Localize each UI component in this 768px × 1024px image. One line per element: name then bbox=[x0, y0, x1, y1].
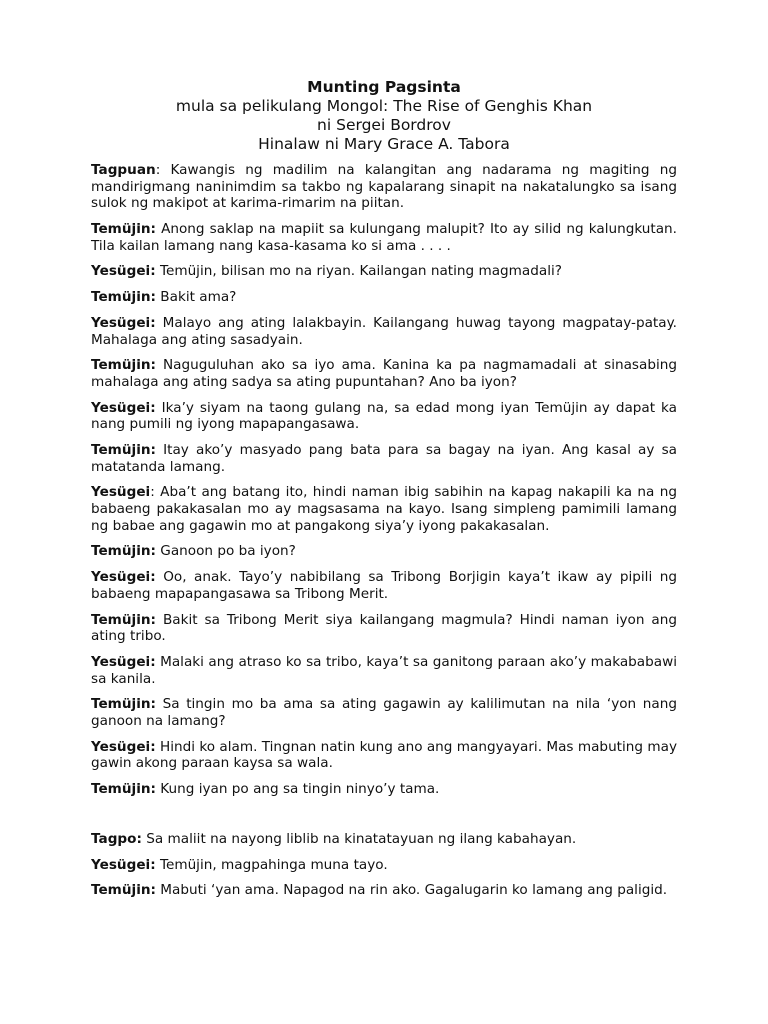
dialogue-paragraph bbox=[91, 162, 677, 212]
speaker-label: Tagpo: bbox=[91, 830, 142, 847]
speaker-label: Tagpuan bbox=[91, 162, 156, 178]
document-author: ni Sergei Bordrov bbox=[317, 116, 451, 134]
speaker-label: Temüjin: bbox=[91, 882, 156, 899]
dialogue-paragraph bbox=[91, 831, 677, 848]
speaker-label: Yesügei: bbox=[91, 314, 156, 331]
speaker-label: Temüjin: bbox=[91, 289, 156, 306]
document-title: Munting Pagsinta bbox=[307, 78, 461, 96]
speaker-label: Yesügei: bbox=[91, 738, 156, 755]
dialogue-text: Hindi ko alam. Tingnan natin kung ano ang mangyayari. Mas mabuting may gawin akong paraan kaysa sa wala. bbox=[91, 738, 677, 772]
dialogue-paragraph bbox=[91, 442, 677, 475]
speaker-separator: : bbox=[150, 484, 161, 501]
speaker-label: Temüjin: bbox=[91, 611, 156, 628]
speaker-separator bbox=[156, 315, 163, 331]
speaker-label: Yesügei: bbox=[91, 399, 156, 416]
document-subtitle: mula sa pelikulang Mongol: The Rise of Genghis Khan bbox=[175, 97, 593, 115]
dialogue-paragraph bbox=[91, 781, 677, 798]
dialogue-text: Sa tingin mo ba ama sa ating gagawin ay kalilimutan na nila ‘yon nang ganoon na lamang? bbox=[91, 696, 677, 729]
speaker-label: Temüjin: bbox=[91, 357, 156, 374]
dialogue-text: Aba’t ang batang ito, hindi naman ibig sabihin na kapag nakapili ka na ng babaeng pakakasalan mo ay magsasama na kayo. Isang simpleng pamimili lamang ng babae ang gagawin mo at pangakong siya’y iyong pakakasalan. bbox=[91, 484, 677, 534]
speaker-separator bbox=[156, 357, 163, 373]
dialogue-text: Mabuti ‘yan ama. Napagod na rin ako. Gagalugarin ko lamang ang paligid. bbox=[160, 882, 668, 899]
document-adapter: Hinalaw ni Mary Grace A. Tabora bbox=[258, 135, 510, 153]
speaker-label: Yesügei bbox=[91, 484, 151, 501]
speaker-label: Temüjin: bbox=[91, 442, 156, 459]
dialogue-paragraph bbox=[91, 882, 677, 899]
dialogue-text: Bakit sa Tribong Merit siya kailangang magmula? Hindi naman iyon ang ating tribo. bbox=[91, 611, 677, 645]
dialogue-paragraph bbox=[91, 612, 677, 645]
speaker-separator bbox=[156, 696, 163, 712]
speaker-label: Temüjin: bbox=[91, 220, 156, 237]
dialogue-paragraph bbox=[91, 289, 677, 306]
dialogue-section-1 bbox=[91, 162, 677, 798]
dialogue-text: Kawangis ng madilim na kalangitan ang nadarama ng magiting ng mandirigmang naninimdim sa takbo ng kapalarang sinapit na nakatalungko sa isang sulok ng makipot at karima-rimarim na piitan. bbox=[91, 162, 677, 212]
speaker-label: Temüjin: bbox=[91, 696, 156, 713]
document-header bbox=[91, 78, 677, 154]
dialogue-text: Ika’y siyam na taong gulang na, sa edad mong iyan Temüjin ay dapat ka nang pumili ng iyong mapapangasawa. bbox=[91, 399, 678, 433]
dialogue-text: Temüjin, bilisan mo na riyan. Kailangan nating magmadali? bbox=[159, 263, 562, 280]
speaker-separator: : bbox=[155, 162, 171, 178]
dialogue-paragraph bbox=[91, 696, 677, 729]
dialogue-text: Malaki ang atraso ko sa tribo, kaya’t sa ganitong paraan ako’y makababawi sa kanila. bbox=[91, 653, 677, 687]
dialogue-paragraph bbox=[91, 654, 677, 687]
dialogue-text: Naguguluhan ako sa iyo ama. Kanina ka pa nagmamadali at sinasabing mahalaga ang ating sadya sa ating pupuntahan? Ano ba iyon? bbox=[91, 357, 677, 390]
dialogue-text: Oo, anak. Tayo’y nabibilang sa Tribong Borjigin kaya’t ikaw ay pipili ng babaeng mapapangasawa sa Tribong Merit. bbox=[91, 569, 678, 602]
speaker-label: Yesügei: bbox=[91, 569, 156, 586]
speaker-label: Temüjin: bbox=[91, 781, 156, 798]
dialogue-paragraph bbox=[91, 739, 677, 772]
dialogue-text: Bakit ama? bbox=[160, 289, 237, 306]
dialogue-paragraph bbox=[91, 357, 677, 390]
dialogue-text: Kung iyan po ang sa tingin ninyo’y tama. bbox=[160, 781, 440, 798]
dialogue-paragraph bbox=[91, 263, 677, 280]
dialogue-text: Malayo ang ating lalakbayin. Kailangang huwag tayong magpatay-patay. Mahalaga ang ating sasadyain. bbox=[91, 314, 677, 348]
dialogue-text: Itay ako’y masyado pang bata para sa bagay na iyan. Ang kasal ay sa matatanda lamang. bbox=[91, 442, 677, 475]
dialogue-paragraph bbox=[91, 543, 677, 560]
speaker-label: Yesügei: bbox=[91, 653, 156, 670]
dialogue-paragraph bbox=[91, 221, 677, 254]
dialogue-paragraph bbox=[91, 857, 677, 874]
dialogue-paragraph bbox=[91, 484, 677, 534]
dialogue-text: Sa maliit na nayong liblib na kinatatayuan ng ilang kabahayan. bbox=[146, 830, 577, 847]
section-gap bbox=[91, 807, 677, 831]
dialogue-text: Temüjin, magpahinga muna tayo. bbox=[159, 856, 388, 873]
dialogue-section-2 bbox=[91, 831, 677, 899]
speaker-label: Yesügei: bbox=[91, 263, 156, 280]
speaker-label: Temüjin: bbox=[91, 543, 156, 560]
document-page bbox=[91, 78, 677, 908]
dialogue-paragraph bbox=[91, 569, 677, 602]
speaker-separator bbox=[156, 612, 163, 628]
dialogue-paragraph bbox=[91, 400, 677, 433]
dialogue-paragraph bbox=[91, 315, 677, 348]
dialogue-text: Anong saklap na mapiit sa kulungang malupit? Ito ay silid ng kalungkutan. Tila kailan lamang nang kasa-kasama ko si ama . . . . bbox=[91, 220, 677, 254]
dialogue-text: Ganoon po ba iyon? bbox=[160, 543, 296, 560]
speaker-label: Yesügei: bbox=[91, 856, 156, 873]
